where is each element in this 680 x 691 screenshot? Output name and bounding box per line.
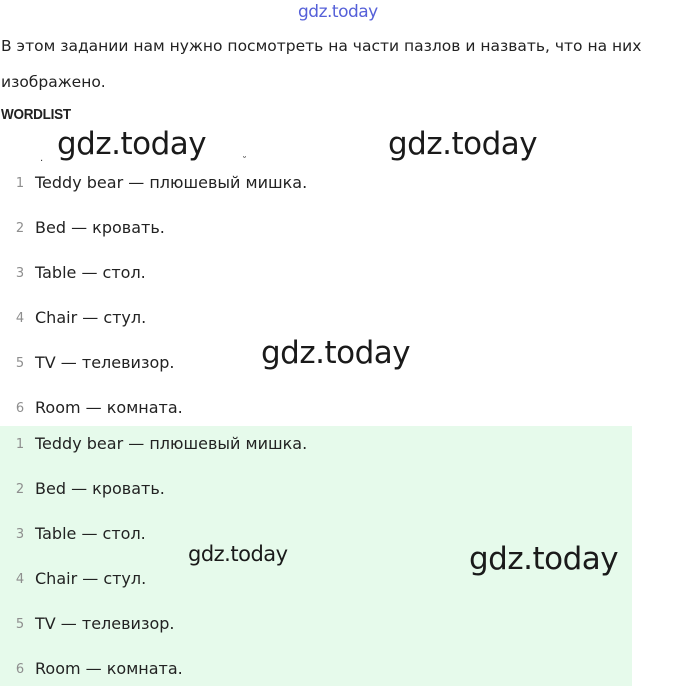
item-text: Chair — стул. — [35, 308, 147, 327]
item-text: TV — телевизор. — [35, 353, 175, 372]
item-number: 5 — [15, 617, 25, 632]
item-number: 1 — [15, 176, 25, 191]
list-item — [0, 421, 632, 466]
partial-mark: ˘ — [242, 156, 247, 167]
item-text: TV — телевизор. — [35, 614, 175, 633]
item-number: 4 — [15, 311, 25, 326]
partial-mark: · — [40, 156, 44, 167]
item-number: 4 — [15, 572, 25, 587]
watermark: gdz.today — [469, 541, 619, 577]
wordlist-heading: WORDLIST — [1, 106, 71, 123]
intro-paragraph: В этом задании нам нужно посмотреть на части пазлов и назвать, что на них изображено. — [1, 37, 642, 91]
item-text: Teddy bear — плюшевый мишка. — [35, 434, 308, 453]
item-text: Room — комната. — [35, 398, 183, 417]
site-logo[interactable]: gdz.today — [298, 2, 378, 22]
item-number: 6 — [15, 662, 25, 677]
watermark: gdz.today — [57, 126, 207, 162]
watermark: gdz.today — [188, 542, 288, 566]
item-number: 3 — [15, 527, 25, 542]
item-number: 6 — [15, 401, 25, 416]
item-text: Chair — стул. — [35, 569, 147, 588]
item-number: 1 — [15, 437, 25, 452]
item-text: Teddy bear — плюшевый мишка. — [35, 173, 308, 192]
list-item — [0, 205, 632, 250]
watermark: gdz.today — [388, 126, 538, 162]
list-item — [0, 466, 632, 511]
item-text: Table — стол. — [35, 263, 146, 282]
item-text: Bed — кровать. — [35, 218, 165, 237]
list-item — [0, 601, 632, 646]
item-number: 5 — [15, 356, 25, 371]
item-text: Room — комната. — [35, 659, 183, 678]
list-item — [0, 160, 632, 205]
list-item — [0, 646, 632, 691]
item-number: 3 — [15, 266, 25, 281]
item-number: 2 — [15, 482, 25, 497]
watermark: gdz.today — [261, 335, 411, 371]
list-item — [0, 295, 632, 340]
item-number: 2 — [15, 221, 25, 236]
word-list — [0, 160, 632, 430]
item-text: Table — стол. — [35, 524, 146, 543]
list-item — [0, 250, 632, 295]
item-text: Bed — кровать. — [35, 479, 165, 498]
